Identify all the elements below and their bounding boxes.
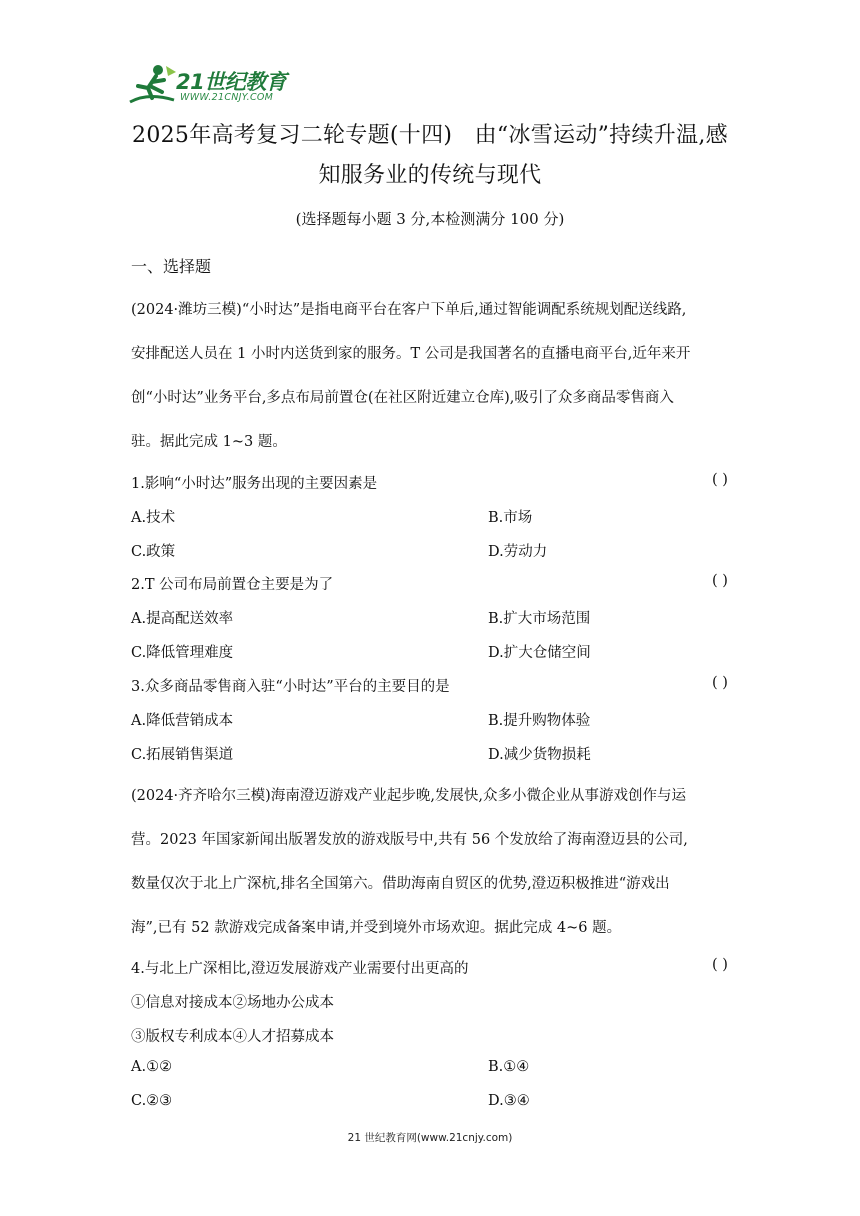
passage2-line: 营。2023 年国家新闻出版署发放的游戏版号中,共有 56 个发放给了海南澄迈县的公司, (131, 832, 688, 848)
option-d: D.减少货物损耗 (488, 747, 591, 763)
question-3-stem: 3.众多商品零售商入驻“小时达”平台的主要目的是 (131, 679, 450, 695)
passage2-line: (2024·齐齐哈尔三模)海南澄迈游戏产业起步晚,发展快,众多小微企业从事游戏创作与运 (131, 788, 687, 804)
option-b: B.市场 (488, 510, 533, 526)
title-line-1: 2025年高考复习二轮专题(十四) 由“冰雪运动”持续升温,感 (132, 123, 728, 148)
option-b: B.①④ (488, 1059, 530, 1075)
option-b: B.提升购物体验 (488, 713, 591, 729)
runner-logo-icon (128, 62, 178, 106)
option-d: D.劳动力 (488, 544, 548, 560)
option-d: D.③④ (488, 1093, 530, 1109)
passage1-line: (2024·潍坊三模)“小时达”是指电商平台在客户下单后,通过智能调配系统规划配送线路, (131, 302, 687, 318)
answer-blank: ( ) (712, 573, 728, 589)
passage1-line: 安排配送人员在 1 小时内送货到家的服务。T 公司是我国著名的直播电商平台,近年来开 (131, 346, 691, 362)
logo-brand: 21世纪教育 (176, 70, 287, 94)
passage2-line: 数量仅次于北上广深杭,排名全国第六。借助海南自贸区的优势,澄迈积极推进“游戏出 (131, 876, 670, 892)
option-a: A.降低营销成本 (131, 713, 234, 729)
option-d: D.扩大仓储空间 (488, 645, 591, 661)
answer-blank: ( ) (712, 472, 728, 488)
question-2-stem: 2.T 公司布局前置仓主要是为了 (131, 577, 334, 593)
logo (128, 62, 308, 106)
logo-url: WWW.21CNJY.COM (180, 92, 274, 103)
section-heading: 一、选择题 (131, 257, 212, 276)
passage1-line: 创“小时达”业务平台,多点布局前置仓(在社区附近建立仓库),吸引了众多商品零售商入 (131, 390, 674, 406)
passage2-line: 海”,已有 52 款游戏完成备案申请,并受到境外市场欢迎。据此完成 4~6 题。 (131, 920, 622, 936)
answer-blank: ( ) (712, 675, 728, 691)
option-a: A.①② (131, 1059, 173, 1075)
statement-line: ③版权专利成本④人才招募成本 (131, 1029, 334, 1045)
answer-blank: ( ) (712, 957, 728, 973)
question-1-stem: 1.影响“小时达”服务出现的主要因素是 (131, 476, 378, 492)
option-c: C.②③ (131, 1093, 173, 1109)
option-c: C.政策 (131, 544, 176, 560)
option-b: B.扩大市场范围 (488, 611, 591, 627)
subtitle: (选择题每小题 3 分,本检测满分 100 分) (295, 210, 565, 228)
page-footer: 21 世纪教育网(www.21cnjy.com) (347, 1132, 513, 1144)
passage1-line: 驻。据此完成 1~3 题。 (131, 434, 287, 450)
option-c: C.拓展销售渠道 (131, 747, 234, 763)
title-line-2: 知服务业的传统与现代 (318, 163, 542, 188)
statement-line: ①信息对接成本②场地办公成本 (131, 995, 334, 1011)
option-a: A.技术 (131, 510, 176, 526)
option-a: A.提高配送效率 (131, 611, 234, 627)
question-4-stem: 4.与北上广深相比,澄迈发展游戏产业需要付出更高的 (131, 961, 469, 977)
option-c: C.降低管理难度 (131, 645, 234, 661)
